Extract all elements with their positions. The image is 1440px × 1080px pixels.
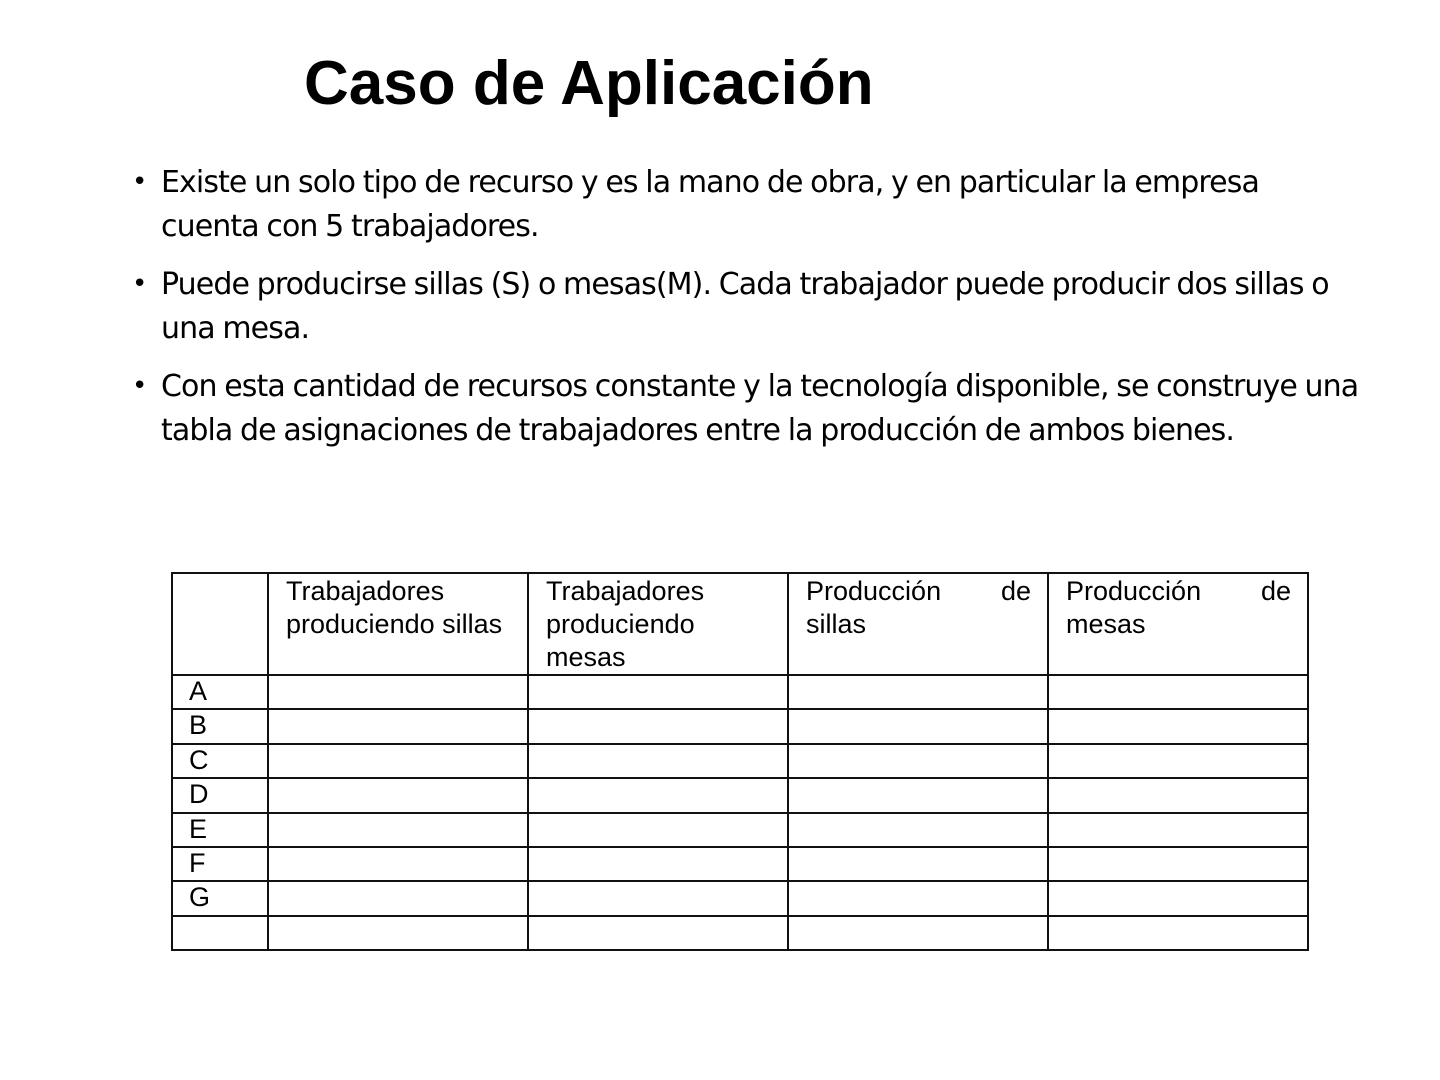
bullet-text: Puede producirse sillas (S) o mesas(M). Cada trabajador puede producir dos sillas o una mesa. (161, 267, 1329, 346)
row-label (172, 916, 268, 950)
header-word: sillas (806, 609, 867, 639)
table-cell (268, 778, 528, 812)
table-cell (268, 709, 528, 743)
table-cell (528, 675, 788, 709)
header-word: de (1000, 576, 1031, 606)
table-cell (788, 778, 1048, 812)
header-word: mesas (1066, 609, 1146, 639)
table-row (172, 675, 1308, 709)
table-header-row (172, 573, 1308, 675)
table-cell (268, 916, 528, 950)
table-row (172, 881, 1308, 915)
table-cell (1048, 675, 1308, 709)
table-cell (788, 916, 1048, 950)
table-row (172, 709, 1308, 743)
table-cell (788, 881, 1048, 915)
row-label: A (172, 675, 268, 709)
header-word: de (1260, 576, 1291, 606)
table-cell (1048, 709, 1308, 743)
table-cell (268, 847, 528, 881)
header-word: Producción (1066, 576, 1202, 606)
table-cell (1048, 744, 1308, 778)
table-cell (528, 916, 788, 950)
table-cell (1048, 813, 1308, 847)
row-label: E (172, 813, 268, 847)
table-cell (528, 813, 788, 847)
table-row (172, 778, 1308, 812)
table-cell (788, 744, 1048, 778)
table-cell (268, 813, 528, 847)
table-cell (788, 847, 1048, 881)
table-cell (268, 881, 528, 915)
bullet-item (132, 365, 1362, 452)
row-label: B (172, 709, 268, 743)
table-cell (1048, 847, 1308, 881)
header-word: Producción (806, 576, 942, 606)
bullet-icon: • (132, 371, 147, 401)
bullet-item (132, 263, 1362, 350)
row-label: C (172, 744, 268, 778)
table-cell (1048, 916, 1308, 950)
table-row (172, 744, 1308, 778)
bullet-text: Existe un solo tipo de recurso y es la mano de obra, y en particular la empresa cuenta con 5 trabajadores. (161, 165, 1259, 244)
bullet-icon: • (132, 269, 147, 299)
table-cell (528, 881, 788, 915)
row-label: G (172, 881, 268, 915)
table-cell (788, 675, 1048, 709)
table-row (172, 813, 1308, 847)
row-label: F (172, 847, 268, 881)
table-cell (1048, 778, 1308, 812)
bullet-item (132, 161, 1362, 248)
row-label: D (172, 778, 268, 812)
header-chair-production (788, 573, 1048, 675)
table-cell (528, 709, 788, 743)
header-workers-tables: Trabajadores produciendo mesas (528, 573, 788, 675)
table-cell (268, 675, 528, 709)
table-cell (788, 709, 1048, 743)
table-row (172, 916, 1308, 950)
slide-title: Caso de Aplicación (304, 49, 874, 118)
header-workers-chairs: Trabajadores produciendo sillas (268, 573, 528, 675)
bullet-icon: • (132, 167, 147, 197)
bullet-list (132, 161, 1362, 467)
allocation-table (171, 572, 1309, 951)
table-cell (1048, 881, 1308, 915)
table-cell (268, 744, 528, 778)
table-cell (528, 778, 788, 812)
table-row (172, 847, 1308, 881)
bullet-text: Con esta cantidad de recursos constante y la tecnología disponible, se construye una tabla de asignaciones de trabajadores entre la producción de ambos bienes. (161, 369, 1359, 448)
header-table-production (1048, 573, 1308, 675)
header-corner-cell (172, 573, 268, 675)
table-cell (788, 813, 1048, 847)
table-cell (528, 744, 788, 778)
table-cell (528, 847, 788, 881)
